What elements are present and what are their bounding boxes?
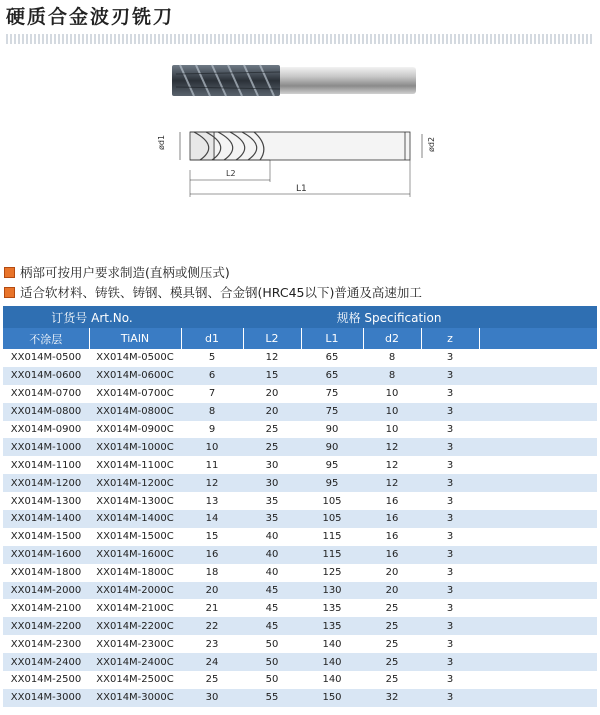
table-cell: 30	[181, 689, 243, 707]
col-header-l2: L2	[243, 328, 301, 349]
col-header-d2: d2	[363, 328, 421, 349]
table-cell: 15	[243, 367, 301, 385]
table-cell: XX014M-1600	[3, 546, 89, 564]
table-cell: XX014M-1200C	[89, 474, 181, 492]
table-cell: XX014M-1100	[3, 456, 89, 474]
header-art-no: 订货号 Art.No.	[3, 306, 181, 328]
table-cell: 25	[243, 438, 301, 456]
table-cell: XX014M-0800C	[89, 403, 181, 421]
product-figure	[150, 52, 450, 222]
col-header-uncoated: 不涂层	[3, 328, 89, 349]
table-cell: XX014M-3000C	[89, 689, 181, 707]
table-cell: 24	[181, 653, 243, 671]
table-cell: 40	[243, 546, 301, 564]
table-cell-blank	[479, 546, 597, 564]
table-cell: 45	[243, 617, 301, 635]
table-row	[3, 617, 597, 635]
table-cell: XX014M-1000C	[89, 438, 181, 456]
dim-l2-label: L2	[226, 169, 236, 178]
table-cell: 3	[421, 456, 479, 474]
table-row	[3, 599, 597, 617]
table-cell: XX014M-0700C	[89, 385, 181, 403]
table-cell: 75	[301, 403, 363, 421]
table-cell: 8	[363, 367, 421, 385]
table-cell: 22	[181, 617, 243, 635]
table-cell: 3	[421, 653, 479, 671]
table-cell-blank	[479, 671, 597, 689]
table-cell: 95	[301, 456, 363, 474]
table-row	[3, 474, 597, 492]
table-cell: 115	[301, 546, 363, 564]
table-cell: XX014M-0600C	[89, 367, 181, 385]
table-cell: 6	[181, 367, 243, 385]
table-cell: 9	[181, 421, 243, 439]
table-cell: 3	[421, 385, 479, 403]
table-cell: 25	[181, 671, 243, 689]
table-cell-blank	[479, 367, 597, 385]
table-cell: 18	[181, 564, 243, 582]
table-cell: 90	[301, 421, 363, 439]
table-cell: XX014M-1300	[3, 492, 89, 510]
table-row	[3, 510, 597, 528]
table-cell: 10	[363, 421, 421, 439]
table-cell: 16	[181, 546, 243, 564]
table-cell: 3	[421, 689, 479, 707]
dim-l1-label: L1	[296, 184, 307, 194]
table-cell: 14	[181, 510, 243, 528]
table-cell-blank	[479, 385, 597, 403]
table-cell: 3	[421, 635, 479, 653]
table-cell-blank	[479, 510, 597, 528]
table-cell: 3	[421, 546, 479, 564]
table-cell: 15	[181, 528, 243, 546]
end-mill-photo	[172, 65, 416, 96]
table-cell: XX014M-2300	[3, 635, 89, 653]
table-cell-blank	[479, 474, 597, 492]
square-bullet-icon	[4, 287, 15, 298]
table-cell: 3	[421, 599, 479, 617]
table-cell: 3	[421, 438, 479, 456]
table-row	[3, 349, 597, 367]
table-cell: 10	[181, 438, 243, 456]
table-cell: 12	[181, 474, 243, 492]
table-cell: 11	[181, 456, 243, 474]
table-cell: 105	[301, 510, 363, 528]
table-cell: XX014M-1800	[3, 564, 89, 582]
table-cell: 25	[243, 421, 301, 439]
table-cell: XX014M-2300C	[89, 635, 181, 653]
note-item	[0, 282, 600, 302]
table-cell: 35	[243, 492, 301, 510]
header-spec: 规格 Specification	[181, 306, 597, 328]
table-cell: 105	[301, 492, 363, 510]
table-cell: 3	[421, 528, 479, 546]
note-item	[0, 262, 600, 282]
table-cell-blank	[479, 635, 597, 653]
table-cell-blank	[479, 689, 597, 707]
table-cell: 12	[363, 474, 421, 492]
table-cell: XX014M-2400	[3, 653, 89, 671]
table-cell: 140	[301, 671, 363, 689]
table-cell: 20	[363, 582, 421, 600]
page-title: 硬质合金波刃铣刀	[6, 6, 175, 28]
table-cell: 25	[363, 671, 421, 689]
table-cell: XX014M-2200	[3, 617, 89, 635]
table-row	[3, 689, 597, 707]
table-row	[3, 403, 597, 421]
table-cell: XX014M-0900	[3, 421, 89, 439]
table-cell: 16	[363, 510, 421, 528]
table-cell-blank	[479, 492, 597, 510]
table-cell: XX014M-2200C	[89, 617, 181, 635]
table-cell: 3	[421, 349, 479, 367]
table-cell: 125	[301, 564, 363, 582]
table-cell: 7	[181, 385, 243, 403]
table-cell: XX014M-2500	[3, 671, 89, 689]
table-cell: 3	[421, 403, 479, 421]
table-cell: 16	[363, 492, 421, 510]
table-cell: XX014M-0900C	[89, 421, 181, 439]
table-cell-blank	[479, 599, 597, 617]
table-cell: XX014M-0500	[3, 349, 89, 367]
table-cell: 3	[421, 492, 479, 510]
table-cell: 40	[243, 564, 301, 582]
table-cell: 65	[301, 367, 363, 385]
table-row	[3, 582, 597, 600]
table-cell: 5	[181, 349, 243, 367]
table-cell: XX014M-1300C	[89, 492, 181, 510]
table-row	[3, 564, 597, 582]
table-row	[3, 671, 597, 689]
feature-notes	[0, 262, 600, 302]
table-cell: 16	[363, 528, 421, 546]
table-cell-blank	[479, 438, 597, 456]
title-underline	[6, 34, 594, 44]
table-cell: 140	[301, 635, 363, 653]
table-cell: XX014M-0700	[3, 385, 89, 403]
square-bullet-icon	[4, 267, 15, 278]
dim-d2-label: ød2	[427, 136, 436, 152]
table-cell: 30	[243, 456, 301, 474]
table-cell: 3	[421, 510, 479, 528]
table-cell: XX014M-0800	[3, 403, 89, 421]
table-cell: 3	[421, 421, 479, 439]
col-header-tialn: TiAlN	[89, 328, 181, 349]
table-cell: XX014M-1400	[3, 510, 89, 528]
table-cell: 55	[243, 689, 301, 707]
note-text: 柄部可按用户要求制造(直柄或侧压式)	[20, 265, 230, 280]
table-cell: 8	[363, 349, 421, 367]
col-header-z: z	[421, 328, 479, 349]
table-cell: 10	[363, 403, 421, 421]
table-row	[3, 456, 597, 474]
table-cell: 20	[243, 385, 301, 403]
table-row	[3, 653, 597, 671]
table-row	[3, 367, 597, 385]
table-cell: 21	[181, 599, 243, 617]
table-cell: 45	[243, 582, 301, 600]
table-cell-blank	[479, 617, 597, 635]
table-cell: XX014M-1600C	[89, 546, 181, 564]
table-cell: 75	[301, 385, 363, 403]
table-cell: 25	[363, 653, 421, 671]
table-cell: XX014M-2100	[3, 599, 89, 617]
table-cell: XX014M-1500C	[89, 528, 181, 546]
dim-d1-label: ød1	[157, 134, 166, 150]
table-cell: 12	[363, 438, 421, 456]
table-cell: 40	[243, 528, 301, 546]
table-cell: XX014M-2100C	[89, 599, 181, 617]
table-cell: 135	[301, 617, 363, 635]
spec-table-body	[3, 349, 597, 707]
table-row	[3, 546, 597, 564]
table-cell: 25	[363, 599, 421, 617]
table-cell: 25	[363, 617, 421, 635]
table-cell-blank	[479, 456, 597, 474]
table-cell: 20	[243, 403, 301, 421]
table-cell: XX014M-0600	[3, 367, 89, 385]
table-cell-blank	[479, 528, 597, 546]
table-cell: 3	[421, 582, 479, 600]
table-cell-blank	[479, 653, 597, 671]
table-cell: 50	[243, 671, 301, 689]
table-cell: 23	[181, 635, 243, 653]
spec-table	[3, 306, 597, 707]
table-cell: 3	[421, 671, 479, 689]
table-cell: XX014M-2000	[3, 582, 89, 600]
table-cell: XX014M-1500	[3, 528, 89, 546]
table-cell: 95	[301, 474, 363, 492]
table-cell: 10	[363, 385, 421, 403]
table-cell: 30	[243, 474, 301, 492]
table-cell: 140	[301, 653, 363, 671]
table-cell: 20	[363, 564, 421, 582]
table-cell: 65	[301, 349, 363, 367]
table-cell: XX014M-0500C	[89, 349, 181, 367]
table-cell: XX014M-2000C	[89, 582, 181, 600]
table-cell: 3	[421, 367, 479, 385]
table-cell: XX014M-1000	[3, 438, 89, 456]
table-cell: 115	[301, 528, 363, 546]
table-cell: XX014M-2400C	[89, 653, 181, 671]
table-cell: 90	[301, 438, 363, 456]
table-cell: XX014M-3000	[3, 689, 89, 707]
table-row	[3, 528, 597, 546]
table-cell: XX014M-1400C	[89, 510, 181, 528]
table-row	[3, 385, 597, 403]
table-cell: XX014M-1200	[3, 474, 89, 492]
table-row	[3, 635, 597, 653]
table-cell: 50	[243, 635, 301, 653]
table-cell: 12	[243, 349, 301, 367]
table-cell-blank	[479, 349, 597, 367]
table-cell: 3	[421, 474, 479, 492]
table-row	[3, 492, 597, 510]
table-cell: 135	[301, 599, 363, 617]
table-cell-blank	[479, 582, 597, 600]
table-cell: 13	[181, 492, 243, 510]
table-cell: XX014M-1100C	[89, 456, 181, 474]
table-cell-blank	[479, 564, 597, 582]
table-cell: 3	[421, 617, 479, 635]
table-cell: 16	[363, 546, 421, 564]
table-cell: 35	[243, 510, 301, 528]
table-row	[3, 421, 597, 439]
table-cell: 50	[243, 653, 301, 671]
table-cell-blank	[479, 421, 597, 439]
col-header-d1: d1	[181, 328, 243, 349]
table-cell-blank	[479, 403, 597, 421]
table-cell: 12	[363, 456, 421, 474]
table-row	[3, 438, 597, 456]
col-header-blank	[479, 328, 597, 349]
table-cell: 25	[363, 635, 421, 653]
table-cell: 8	[181, 403, 243, 421]
table-cell: 150	[301, 689, 363, 707]
note-text: 适合软材料、铸铁、铸钢、模具钢、合金钢(HRC45以下)普通及高速加工	[20, 285, 422, 300]
table-cell: XX014M-1800C	[89, 564, 181, 582]
table-cell: 32	[363, 689, 421, 707]
table-cell: 3	[421, 564, 479, 582]
table-cell: 130	[301, 582, 363, 600]
table-cell: 45	[243, 599, 301, 617]
col-header-l1: L1	[301, 328, 363, 349]
table-cell: 20	[181, 582, 243, 600]
table-cell: XX014M-2500C	[89, 671, 181, 689]
